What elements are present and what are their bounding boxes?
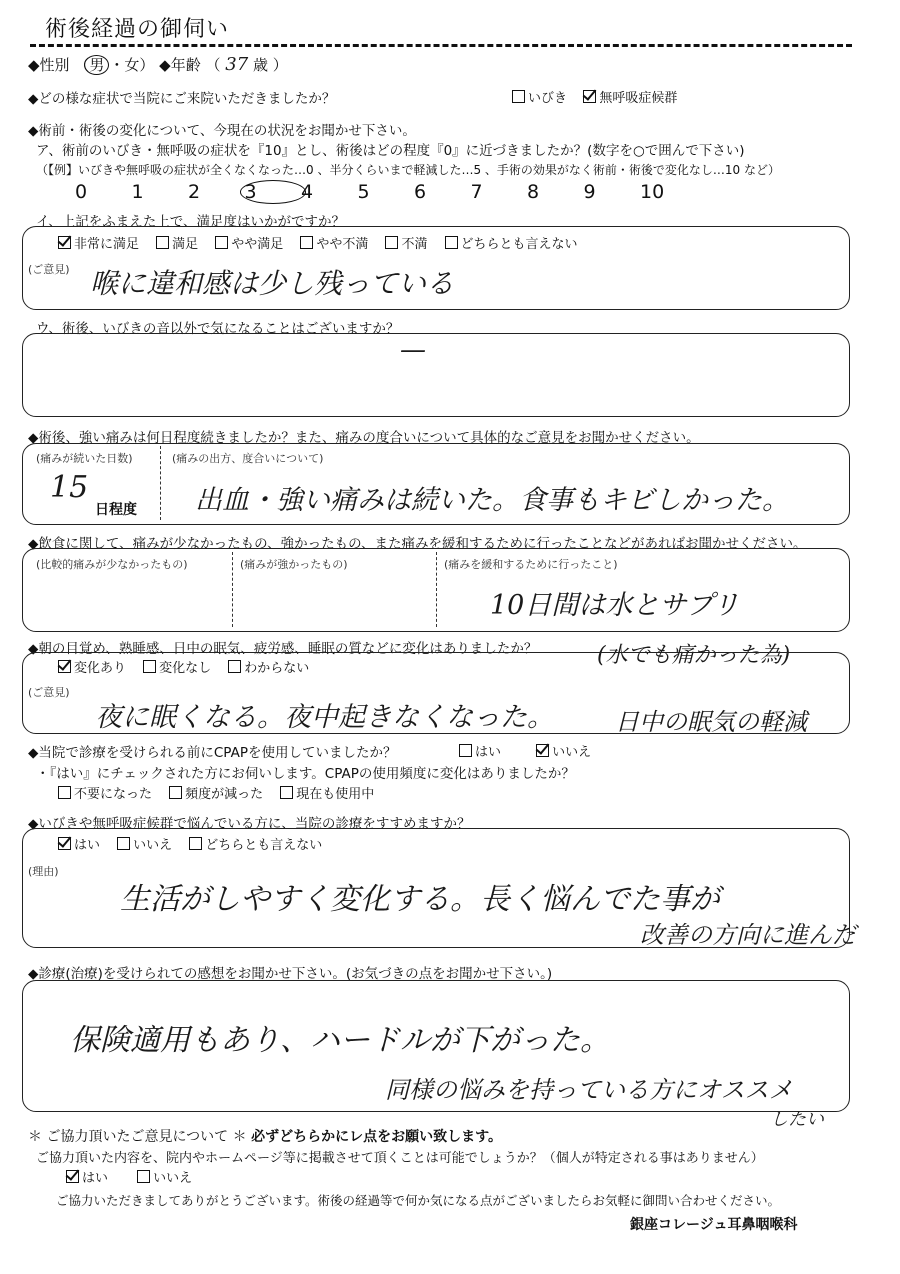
- change-question: ◆術前・術後の変化について、今現在の状況をお聞かせ下さい。: [28, 123, 416, 139]
- morning-opinion-label: (ご意見): [28, 686, 70, 699]
- scale-1[interactable]: 1: [131, 181, 144, 203]
- snoring-checkbox[interactable]: [512, 90, 525, 103]
- age-value[interactable]: 37: [225, 54, 249, 75]
- satisfaction-opinion[interactable]: 喉に違和感は少し残っている: [90, 267, 455, 300]
- food-col3-note[interactable]: (水でも痛かった為): [597, 643, 791, 668]
- other-question: ウ、術後、いびきの音以外で気になることはございますか？: [36, 321, 400, 337]
- morning-opinion[interactable]: 夜に眠くなる。夜中起きなくなった。: [95, 702, 554, 733]
- cpap-still-using-checkbox[interactable]: [280, 786, 293, 799]
- consent-yes-checkbox[interactable]: [66, 1170, 79, 1183]
- change-subquestion: ア、術前のいびき・無呼吸の症状を『10』とし、術後はどの程度『0』に近づきましたか？(数字を○で囲んで下さい): [36, 143, 745, 159]
- food-question: ◆飲食に関して、痛みが少なかったもの、強かったもの、また痛みを緩和するために行ったことなどがあればお聞かせください。: [28, 536, 807, 552]
- satisfaction-opinion-label: (ご意見): [28, 263, 70, 276]
- recommend-no-checkbox[interactable]: [117, 837, 130, 850]
- other-box: [22, 333, 850, 417]
- pain-degree-answer[interactable]: 出血・強い痛みは続いた。食事もキビしかった。: [195, 485, 789, 516]
- cpap-not-needed-checkbox[interactable]: [58, 786, 71, 799]
- pain-degree-label: (痛みの出方、度合いについて): [172, 452, 324, 465]
- gender-label: ◆性別: [28, 56, 70, 74]
- recommend-yes-checkbox[interactable]: [58, 837, 71, 850]
- scale-4[interactable]: 4: [301, 181, 314, 203]
- impression-question: ◆診療(治療)を受けられての感想をお聞かせ下さい。(お気づきの点をお聞かせ下さい。): [28, 966, 553, 982]
- scale-3: 3: [245, 180, 302, 204]
- morning-question: ◆朝の目覚め、熟睡感、日中の眠気、疲労感、睡眠の質などに変化はありましたか？: [28, 641, 538, 657]
- satisfaction-question: イ、上記をふまえた上で、満足度はいかがですか？: [36, 214, 346, 230]
- other-answer[interactable]: —: [400, 335, 426, 365]
- satisfaction-satisfied-checkbox[interactable]: [156, 236, 169, 249]
- scale-9[interactable]: 9: [583, 181, 596, 203]
- page-title: 術後経過の御伺い: [45, 17, 230, 42]
- recommend-reason[interactable]: 生活がしやすく変化する。長く悩んでた事が: [120, 882, 720, 917]
- satisfaction-somewhat-satisfied-checkbox[interactable]: [215, 236, 228, 249]
- scale-2[interactable]: 2: [188, 181, 201, 203]
- scale-10[interactable]: 10: [640, 181, 665, 203]
- satisfaction-somewhat-dissatisfied-checkbox[interactable]: [300, 236, 313, 249]
- pain-days-label: (痛みが続いた日数): [36, 452, 133, 465]
- food-divider-2: [436, 552, 437, 627]
- symptom-question: ◆どの様な症状で当院にご来院いただきましたか？: [28, 91, 336, 107]
- scale-7[interactable]: 7: [470, 181, 483, 203]
- satisfaction-options: 非常に満足 満足 やや満足 やや不満 不満 どちらとも言えない: [58, 233, 590, 253]
- pain-question: ◆術後、強い痛みは何日程度続きましたか？また、痛みの度合いについて具体的なご意見をお聞かせください。: [28, 430, 700, 446]
- scale-5[interactable]: 5: [357, 181, 370, 203]
- footer-consent-options: はい いいえ: [66, 1167, 204, 1187]
- recommend-options: はい いいえ どちらとも言えない: [58, 834, 334, 854]
- pain-days-unit: 日程度: [95, 502, 137, 518]
- cpap-no-checkbox[interactable]: [536, 744, 549, 757]
- satisfaction-neutral-checkbox[interactable]: [445, 236, 458, 249]
- satisfaction-very-satisfied-checkbox[interactable]: [58, 236, 71, 249]
- morning-no-change-checkbox[interactable]: [143, 660, 156, 673]
- change-example: （【例】いびきや無呼吸の症状が全くなくなった…0 、半分くらいまで軽減した…5 、手術の効果がなく術前・術後で変化なし…10 など）: [36, 163, 780, 177]
- recommend-question: ◆いびきや無呼吸症候群で悩んでいる方に、当院の診療をすすめますか？: [28, 816, 471, 832]
- recommend-reason-2[interactable]: 改善の方向に進んだ: [640, 921, 856, 949]
- cpap-yes-checkbox[interactable]: [459, 744, 472, 757]
- age-label: ◆年齢: [159, 56, 201, 74]
- scale-8[interactable]: 8: [527, 181, 540, 203]
- recommend-reason-label: (理由): [28, 865, 59, 878]
- age-unit: 歳: [252, 56, 268, 74]
- cpap-question: ◆当院で診療を受けられる前にCPAPを使用していましたか？: [28, 745, 397, 761]
- change-scale: [75, 180, 697, 204]
- morning-changed-checkbox[interactable]: [58, 660, 71, 673]
- scale-0[interactable]: 0: [75, 181, 88, 203]
- satisfaction-dissatisfied-checkbox[interactable]: [385, 236, 398, 249]
- pain-days-value[interactable]: 15: [50, 470, 89, 505]
- food-col2-label: (痛みが強かったもの): [240, 558, 348, 571]
- pain-divider: [160, 446, 161, 520]
- symptom-options: いびき 無呼吸症候群: [512, 87, 689, 107]
- footer-note-a: ＊ ご協力頂いたご意見について ＊: [28, 1129, 247, 1145]
- gender-row: ◆性別 （男 ・女） ◆年齢 （ 37 歳 ）: [28, 54, 288, 75]
- morning-opinion-2[interactable]: 日中の眠気の軽減: [615, 708, 807, 736]
- consent-no-checkbox[interactable]: [137, 1170, 150, 1183]
- gender-male-option[interactable]: 男: [84, 55, 109, 75]
- cpap-subquestion: ・『はい』にチェックされた方にお伺いします。CPAPの使用頻度に変化はありましたか？: [36, 766, 575, 782]
- food-col3-label: (痛みを緩和するために行ったこと): [444, 558, 618, 571]
- impression-answer-2[interactable]: 同様の悩みを持っている方にオススメ: [385, 1076, 793, 1104]
- recommend-neutral-checkbox[interactable]: [189, 837, 202, 850]
- food-col3-answer[interactable]: 10日間は水とサプリ: [490, 590, 740, 621]
- scale-6[interactable]: 6: [414, 181, 427, 203]
- gender-female-option[interactable]: 女: [124, 56, 140, 74]
- footer-note: [28, 1126, 502, 1146]
- clinic-name: 銀座コレージュ耳鼻咽喉科: [630, 1217, 798, 1233]
- apnea-checkbox[interactable]: [583, 90, 596, 103]
- footer-thanks: ご協力いただきましてありがとうございます。術後の経過等で何か気になる点がございましたらお気軽に御問い合わせください。: [56, 1193, 781, 1208]
- title-underline: [30, 44, 852, 47]
- cpap-options: はい いいえ: [459, 741, 603, 761]
- food-col1-label: (比較的痛みが少なかったもの): [36, 558, 188, 571]
- impression-answer-3[interactable]: したい: [770, 1109, 824, 1130]
- morning-options: 変化あり 変化なし わからない: [58, 657, 321, 677]
- cpap-reduced-checkbox[interactable]: [169, 786, 182, 799]
- impression-answer-1[interactable]: 保険適用もあり、ハードルが下がった。: [70, 1023, 610, 1058]
- footer-consent: ご協力頂いた内容を、院内やホームページ等に掲載させて頂くことは可能でしょうか？（個人が特定される事はありません）: [36, 1151, 764, 1166]
- morning-unknown-checkbox[interactable]: [228, 660, 241, 673]
- footer-note-b: 必ずどちらかにレ点をお願い致します。: [251, 1129, 502, 1145]
- food-divider-1: [232, 552, 233, 627]
- cpap-sub-options: 不要になった 頻度が減った 現在も使用中: [58, 783, 386, 803]
